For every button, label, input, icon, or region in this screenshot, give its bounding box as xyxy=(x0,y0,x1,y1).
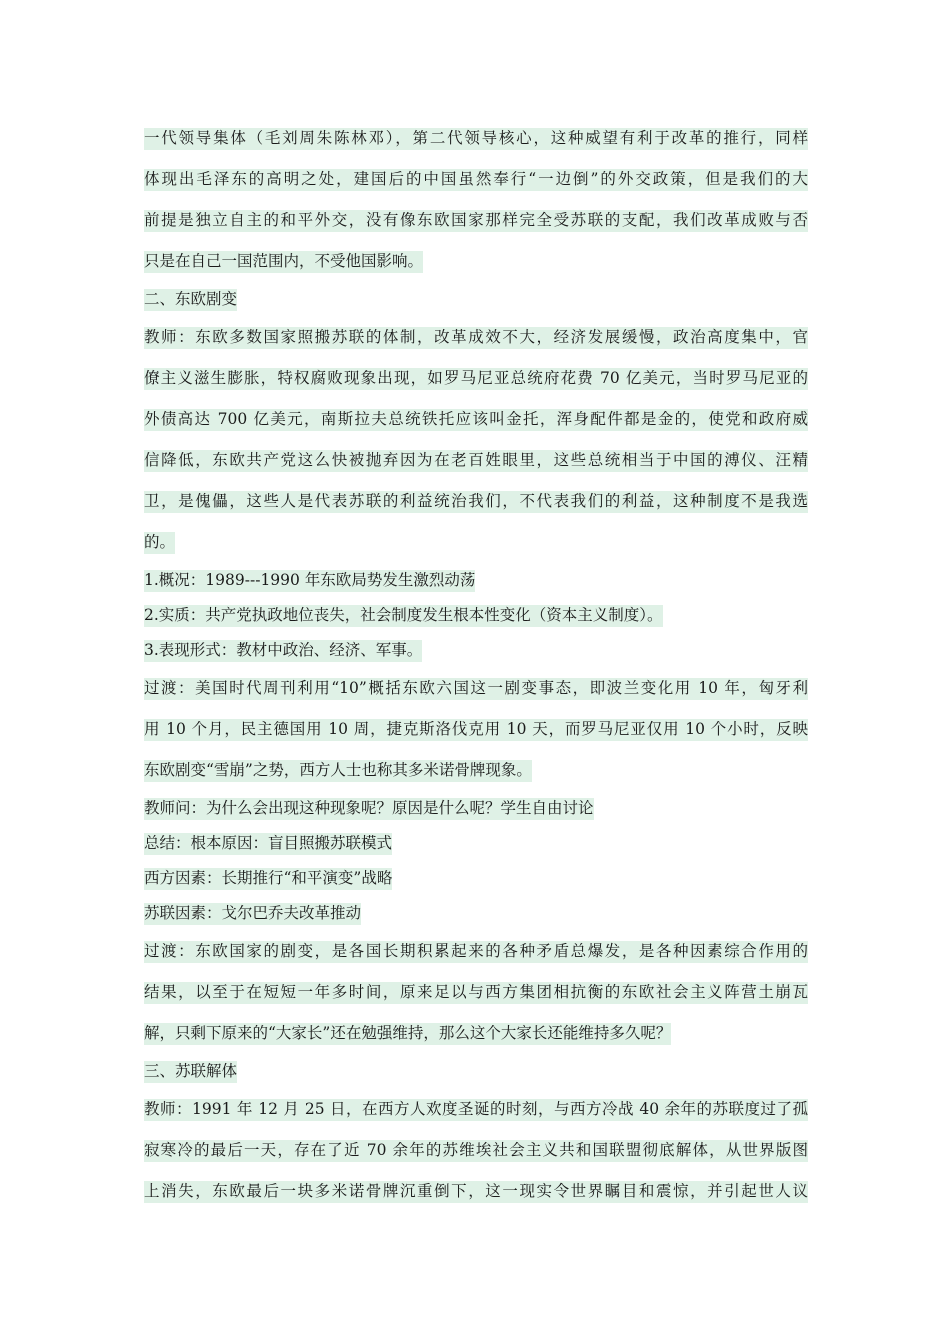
section-heading xyxy=(144,282,808,317)
line-text: 教师：东欧多数国家照搬苏联的体制，改革成效不大，经济发展缓慢，政治高度集中，官 xyxy=(144,327,808,349)
paragraph-line xyxy=(144,826,808,861)
line-text: 用 10 个月，民主德国用 10 周，捷克斯洛伐克用 10 天，而罗马尼亚仅用 10 个小时，反映 xyxy=(144,719,808,741)
line-text: 2.实质：共产党执政地位丧失，社会制度发生根本性变化（资本主义制度）。 xyxy=(144,605,663,627)
paragraph-line xyxy=(144,972,808,1013)
paragraph-line xyxy=(144,1013,808,1054)
paragraph-line xyxy=(144,399,808,440)
paragraph-line xyxy=(144,791,808,826)
line-text: 西方因素：长期推行“和平演变”战略 xyxy=(144,868,392,890)
line-text: 外债高达 700 亿美元，南斯拉夫总统铁托应该叫金托，浑身配件都是金的，使党和政府威 xyxy=(144,409,808,431)
line-text: 僚主义滋生膨胀，特权腐败现象出现，如罗马尼亚总统府花费 70 亿美元，当时罗马尼亚的 xyxy=(144,368,808,390)
line-text: 东欧剧变“雪崩”之势，西方人士也称其多米诺骨牌现象。 xyxy=(144,760,532,782)
list-item xyxy=(144,633,808,668)
list-item xyxy=(144,563,808,598)
paragraph-line xyxy=(144,1089,808,1130)
line-text: 解，只剩下原来的“大家长”还在勉强维持，那么这个大家长还能维持多久呢？ xyxy=(144,1023,671,1045)
paragraph-line xyxy=(144,159,808,200)
line-text: 一代领导集体（毛刘周朱陈林邓），第二代领导核心，这种威望有利于改革的推行，同样 xyxy=(144,128,808,150)
paragraph-line xyxy=(144,522,808,563)
paragraph-line xyxy=(144,440,808,481)
line-text: 体现出毛泽东的高明之处，建国后的中国虽然奉行“一边倒”的外交政策，但是我们的大 xyxy=(144,169,808,191)
line-text: 上消失，东欧最后一块多米诺骨牌沉重倒下，这一现实令世界瞩目和震惊，并引起世人议 xyxy=(144,1181,808,1203)
paragraph-line xyxy=(144,750,808,791)
line-text: 3.表现形式：教材中政治、经济、军事。 xyxy=(144,640,422,662)
paragraph-line xyxy=(144,317,808,358)
paragraph-line xyxy=(144,1171,808,1212)
line-text: 教师：1991 年 12 月 25 日，在西方人欢度圣诞的时刻，与西方冷战 40 余年的苏联度过了孤 xyxy=(144,1099,808,1121)
paragraph-line xyxy=(144,241,808,282)
paragraph-line xyxy=(144,896,808,931)
section-heading xyxy=(144,1054,808,1089)
paragraph-line xyxy=(144,118,808,159)
list-item xyxy=(144,598,808,633)
line-text: 二、东欧剧变 xyxy=(144,289,237,311)
paragraph-line xyxy=(144,709,808,750)
line-text: 总结：根本原因：盲目照搬苏联模式 xyxy=(144,833,392,855)
paragraph-line xyxy=(144,861,808,896)
line-text: 过渡：东欧国家的剧变，是各国长期积累起来的各种矛盾总爆发，是各种因素综合作用的 xyxy=(144,941,808,963)
line-text: 三、苏联解体 xyxy=(144,1061,237,1083)
line-text: 前提是独立自主的和平外交，没有像东欧国家那样完全受苏联的支配，我们改革成败与否 xyxy=(144,210,808,232)
line-text: 苏联因素：戈尔巴乔夫改革推动 xyxy=(144,903,361,925)
line-text: 只是在自己一国范围内，不受他国影响。 xyxy=(144,251,423,273)
paragraph-line xyxy=(144,200,808,241)
line-text: 寂寒冷的最后一天，存在了近 70 余年的苏维埃社会主义共和国联盟彻底解体，从世界版图 xyxy=(144,1140,808,1162)
line-text: 过渡：美国时代周刊利用“10”概括东欧六国这一剧变事态，即波兰变化用 10 年，匈牙利 xyxy=(144,678,808,700)
line-text: 信降低，东欧共产党这么快被抛弃因为在老百姓眼里，这些总统相当于中国的溥仪、汪精 xyxy=(144,450,808,472)
line-text: 1.概况：1989---1990 年东欧局势发生激烈动荡 xyxy=(144,570,475,592)
paragraph-line xyxy=(144,481,808,522)
line-text: 的。 xyxy=(144,532,175,554)
document-body xyxy=(144,118,808,1212)
line-text: 卫，是傀儡，这些人是代表苏联的利益统治我们，不代表我们的利益，这种制度不是我选 xyxy=(144,491,808,513)
paragraph-line xyxy=(144,668,808,709)
paragraph-line xyxy=(144,1130,808,1171)
paragraph-line xyxy=(144,931,808,972)
line-text: 结果，以至于在短短一年多时间，原来足以与西方集团相抗衡的东欧社会主义阵营土崩瓦 xyxy=(144,982,808,1004)
line-text: 教师问：为什么会出现这种现象呢？原因是什么呢？学生自由讨论 xyxy=(144,798,594,820)
paragraph-line xyxy=(144,358,808,399)
